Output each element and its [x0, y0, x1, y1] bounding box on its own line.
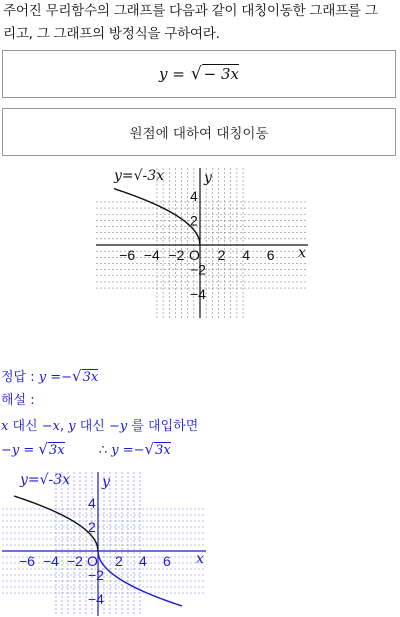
- x-tick-label: −4: [43, 553, 59, 569]
- explain-x1: x: [1, 419, 9, 434]
- question-line-2: 리고, 그 그래프의 방정식을 구하여라.: [3, 26, 220, 42]
- x-tick-label: 6: [163, 553, 171, 569]
- answer-label: 정답 :: [1, 370, 35, 385]
- y-tick-label: −2: [88, 567, 104, 583]
- x-tick-label: −6: [119, 247, 136, 263]
- y-tick-label: 4: [88, 495, 96, 511]
- y-tick-label: 2: [88, 519, 96, 535]
- curve-label: y=√-3x: [114, 168, 165, 184]
- explain-t2: 대신: [75, 419, 109, 434]
- x-tick-label: 4: [242, 247, 250, 263]
- explain-t1: 대신: [8, 419, 42, 434]
- equation-box: [2, 50, 396, 98]
- explain-y2: −y: [108, 419, 128, 434]
- x-tick-label: −6: [19, 553, 35, 569]
- derive-radical-icon: √: [38, 440, 48, 458]
- y-tick-label: 2: [190, 212, 198, 229]
- x-tick-label: 4: [139, 553, 147, 569]
- y-axis-label: y: [204, 170, 212, 186]
- derive-radical2-icon: √: [144, 440, 155, 458]
- equation-radicand: − 3x: [203, 65, 239, 83]
- radical-sign-icon: √: [190, 64, 202, 84]
- x-tick-label: 2: [217, 247, 226, 263]
- explain-x2: −x: [41, 419, 60, 434]
- equation-lhs: y =: [159, 65, 185, 83]
- x-tick-label: 2: [115, 553, 123, 569]
- graph-original: [96, 168, 308, 318]
- x-tick-label: −2: [67, 553, 83, 569]
- y-tick-label: 4: [190, 187, 198, 204]
- explain-line: [1, 415, 198, 434]
- transform-text: 원점에 대하여 대칭이동: [129, 126, 269, 142]
- graph-answer: [2, 472, 206, 616]
- question-line-1: 주어진 무리함수의 그래프를 다음과 같이 대칭이동한 그래프를 그: [3, 3, 378, 19]
- y-tick-label: −2: [190, 261, 206, 278]
- answer-eq: y =−: [38, 370, 73, 385]
- x-axis-label: x: [298, 245, 306, 261]
- derive-lhs: −y =: [1, 443, 35, 458]
- answer-radical-icon: √: [72, 367, 82, 385]
- explain-sep: ,: [59, 419, 69, 434]
- derive-result: y =−: [111, 443, 145, 458]
- explain-label: 해설 :: [1, 393, 35, 408]
- therefore-symbol: ∴: [98, 443, 108, 458]
- x-tick-label: −2: [168, 247, 185, 263]
- x-axis-label: x: [196, 551, 204, 567]
- y-axis-label: y: [102, 474, 110, 490]
- answer-radicand: 3x: [82, 370, 99, 385]
- explain-t3: 를 대입하면: [127, 419, 199, 434]
- transform-box: [2, 108, 396, 156]
- derive-line: [1, 440, 171, 458]
- curve-label: y=√-3x: [20, 472, 71, 488]
- derive-radicand2: 3x: [155, 443, 171, 458]
- answer-line: [1, 366, 98, 385]
- derive-radicand: 3x: [48, 443, 65, 458]
- origin-label: O: [87, 553, 98, 569]
- y-tick-label: −4: [190, 286, 206, 303]
- origin-label: O: [189, 247, 200, 263]
- x-tick-label: 6: [266, 247, 275, 263]
- question-text: [3, 0, 399, 46]
- y-tick-label: −4: [88, 591, 104, 607]
- x-tick-label: −4: [143, 247, 160, 263]
- explain-y1: y: [68, 419, 76, 434]
